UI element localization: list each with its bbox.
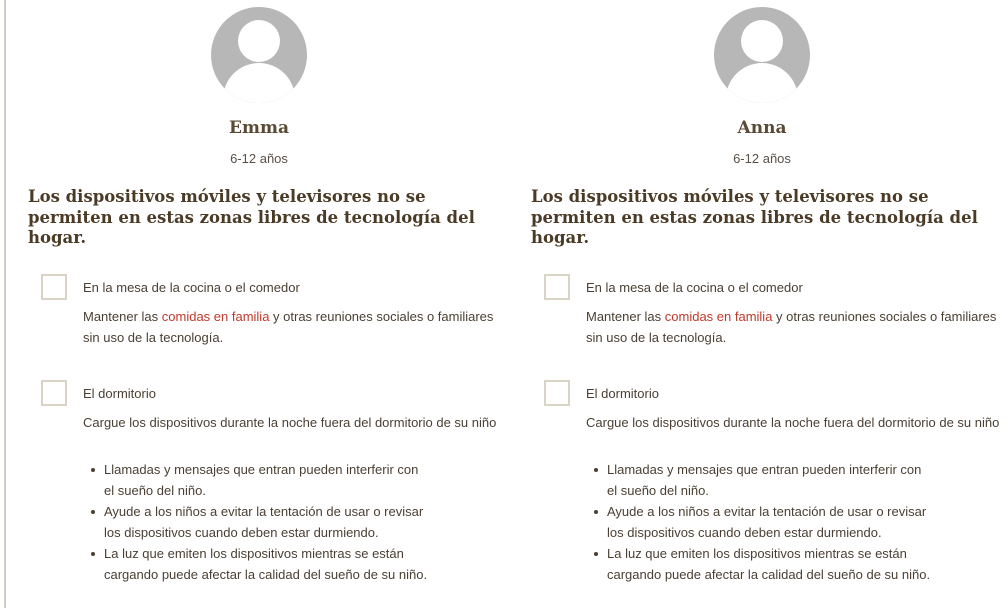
avatar-icon [211,7,307,103]
profile-name: Emma [229,118,289,138]
list-item: Ayude a los niños a evitar la tentación de usar o revisar los dispositivos cuando deben estar durmiendo. [83,501,503,543]
zones-heading: Los dispositivos móviles y televisores no se permiten en estas zonas libres de tecnología del hogar. [28,187,475,247]
profile-name: Anna [737,118,787,138]
bedroom-checkbox[interactable] [41,380,67,406]
list-item: Llamadas y mensajes que entran pueden interferir con el sueño del niño. [586,459,1006,501]
profile-age: 6-12 años [230,151,288,166]
family-meals-link[interactable]: comidas en familia [161,309,270,324]
list-item: Llamadas y mensajes que entran pueden interferir con el sueño del niño. [83,459,503,501]
kitchen-checkbox[interactable] [544,274,570,300]
kitchen-checkbox[interactable] [41,274,67,300]
bedroom-bullets [83,459,503,585]
bedroom-description: Cargue los dispositivos durante la noche fuera del dormitorio de su niño [586,415,1000,430]
kitchen-title: En la mesa de la cocina o el comedor [83,280,300,295]
bedroom-description: Cargue los dispositivos durante la noche fuera del dormitorio de su niño [83,415,497,430]
avatar-icon [714,7,810,103]
bedroom-title: El dormitorio [83,386,156,401]
profile-age: 6-12 años [733,151,791,166]
list-item: La luz que emiten los dispositivos mientras se están cargando puede afectar la calidad del sueño de su niño. [586,543,1006,585]
bedroom-title: El dormitorio [586,386,659,401]
family-meals-link[interactable]: comidas en familia [664,309,773,324]
kitchen-description: Mantener las comidas en familia y otras reuniones sociales o familiares sin uso de la tecnología. [586,309,997,345]
kitchen-description: Mantener las comidas en familia y otras reuniones sociales o familiares sin uso de la tecnología. [83,309,494,345]
list-item: La luz que emiten los dispositivos mientras se están cargando puede afectar la calidad del sueño de su niño. [83,543,503,585]
kitchen-title: En la mesa de la cocina o el comedor [586,280,803,295]
bedroom-checkbox[interactable] [544,380,570,406]
left-divider [4,0,6,608]
list-item: Ayude a los niños a evitar la tentación de usar o revisar los dispositivos cuando deben estar durmiendo. [586,501,1006,543]
bedroom-bullets [586,459,1006,585]
zones-heading: Los dispositivos móviles y televisores no se permiten en estas zonas libres de tecnología del hogar. [531,187,978,247]
